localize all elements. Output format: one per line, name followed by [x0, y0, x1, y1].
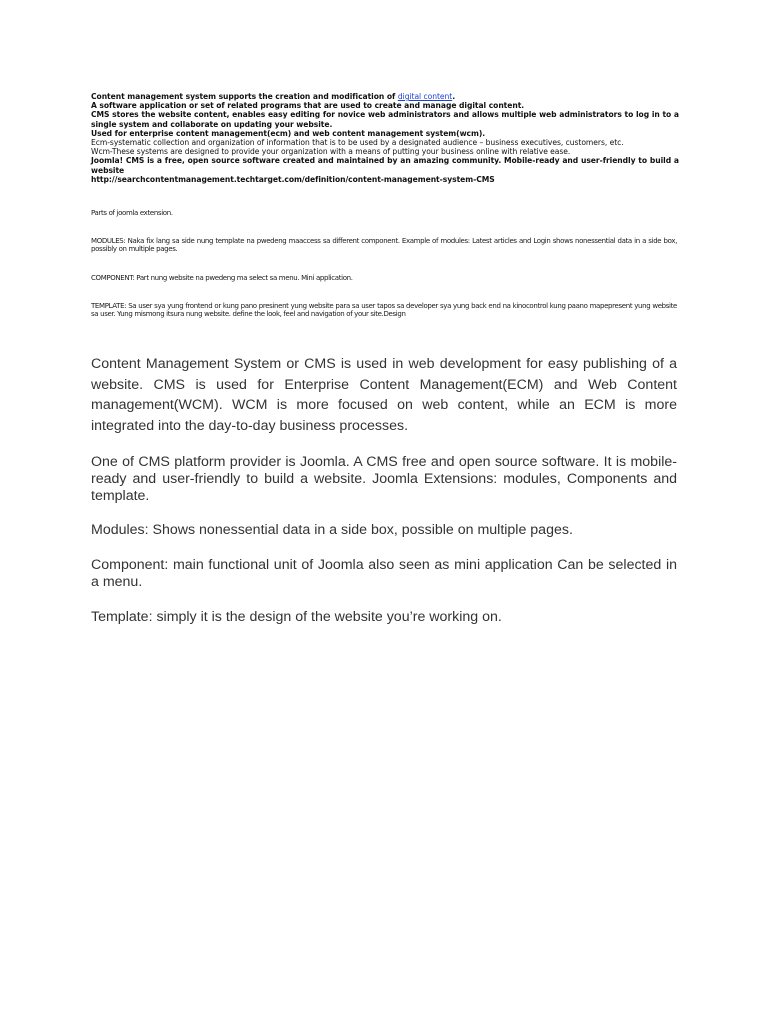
notes-line-8-url: http://searchcontentmanagement.techtarget.com/definition/content-management-system-CMS [91, 174, 495, 184]
notes-block [91, 92, 679, 184]
notes-line-1 [91, 92, 679, 101]
extension-parts-heading: Parts of joomla extension. [91, 209, 173, 217]
summary-paragraph-template: Template: simply it is the design of the website you’re working on. [91, 609, 502, 625]
summary-paragraph-modules: Modules: Shows nonessential data in a side box, possible on multiple pages. [91, 522, 573, 538]
notes-line-5: Ecm-systematic collection and organization of information that is to be used by a designated audience – business executives, customers, etc. [91, 138, 624, 148]
notes-line-2: A software application or set of related programs that are used to create and manage digital content. [91, 101, 525, 111]
digital-content-link[interactable]: digital content [397, 92, 453, 101]
extension-modules-note: MODULES: Naka fix lang sa side nung template na pwedeng maaccess sa different component. Example of modules: Latest articles and Login shows nonessential data in a side box, possibly on multiple pages. [91, 237, 677, 254]
summary-paragraph-joomla: One of CMS platform provider is Joomla. A CMS free and open source software. It is mobile-ready and user-friendly to build a website. Joomla Extensions: modules, Components and template. [91, 454, 677, 504]
notes-line-1-suffix: . [452, 92, 456, 101]
summary-paragraph-cms: Content Management System or CMS is used in web development for easy publishing of a website. CMS is used for Enterprise Content Management(ECM) and Web Content management(WCM). WCM is more focused on web content, while an ECM is more integrated into the day-to-day business processes. [91, 356, 677, 434]
notes-line-3: CMS stores the website content, enables easy editing for novice web administrators and allows multiple web administrators to log in to a single system and collaborate on updating your website. [91, 110, 679, 129]
summary-paragraph-component: Component: main functional unit of Joomla also seen as mini application Can be selected in a menu. [91, 557, 677, 590]
extension-component-note: COMPONENT: Part nung website na pwedeng ma select sa menu. Mini application. [91, 274, 353, 282]
notes-line-1-prefix: Content management system supports the creation and modification of [91, 92, 398, 101]
notes-line-7: Joomla! CMS is a free, open source software created and maintained by an amazing community. Mobile-ready and user-friendly to build a website [91, 156, 679, 175]
extension-template-note: TEMPLATE: Sa user sya yung frontend or kung pano presinent yung website para sa user tapos sa developer sya yung back end na kinocontrol kung paano mapepresent yung website sa user. Yung mismong itsura nung website. define the look, feel and navigation of your site.Design [91, 302, 677, 319]
notes-line-6: Wcm-These systems are designed to provide your organization with a means of putting your business online with relative ease. [91, 147, 571, 157]
notes-line-4: Used for enterprise content management(ecm) and web content management system(wcm). [91, 128, 486, 138]
